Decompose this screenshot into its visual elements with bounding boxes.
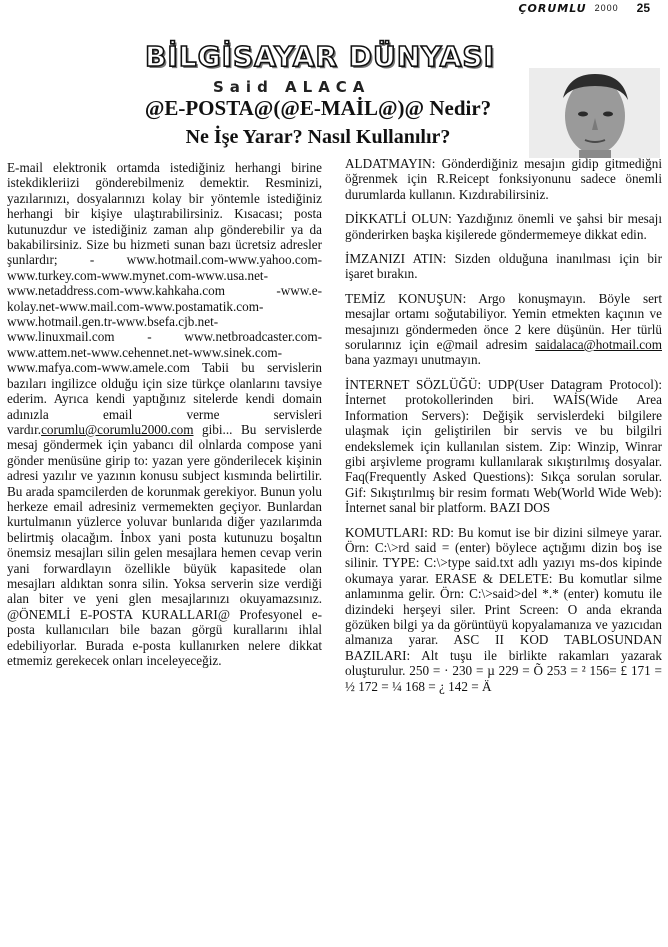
section-title: BİLGİSAYAR DÜNYASI (145, 40, 495, 73)
author-name: Said ALACA (213, 78, 371, 96)
internet-glossary: İNTERNET SÖZLÜĞÜ: UDP(User Datagram Protocol): İnternet protokollerinden biri. WAİS(Wide Area Information Servers): Değişik servislerdeki bilgilere ulaşmak için geliştirilen bir servis ve bu bilgilri endekslemek için kullanılan sistem. Zip: Winzip, Winrar gibi arşivleme programı kullanılarak sıkıştırılmış dosyalar. Faq(Frequently Asked Questions): Sıkça sorulan sorular. Gif: Sıkıştırılmış bir resim formatı Web(World Wide Web): İnternet sanal bir platform. BAZI DOS (345, 376, 662, 516)
left-text-part2: gibi... Bu servislerde mesaj göndermek için yabancı dil olnlarda compose yani gönder menüsüne girip to: yazan yere gönderilecek kişinin adresi yazılır ve yazının konusu subject kısmında belirtilir. Bu arada spamcilerden de korunmak gerekiyor. Bunun yolu herkeze email adresiniz vermemekten geçiyor. Bunlardan kurtulmanın yüzlerce yoluvar bunlarıda diğer yazılarımda belirtmiş olacağım. İnbox yani posta kutunuzu boşaltın önemsiz mesajları silin gelen mesajlara hemen cevap verin yani forwardlayın özellikle büyük kapasitede olan mesajları aldıktan sonra silin. Yoksa serverin size verdiği alan biter ve yeni glen mesajlarınızı okuyamazsınız. @ÖNEMLİ E-POSTA KURALLARI@ Profesyonel e-posta kullanıcıları bile bazan görgü kurallarını ihlal edebiliyorlar. Burada e-posta kullanırken nelere dikkat etmemiz gerekecek onları inceleyeceğiz. (7, 421, 322, 668)
article-body-left (7, 160, 322, 668)
page-number: 25 (636, 1, 650, 15)
left-column (7, 160, 322, 668)
publication-name: ÇORUMLU (518, 1, 587, 15)
rule-clean-speech-text: TEMİZ KONUŞUN: Argo konuşmayın. Böyle sert mesajlar ortamı soğutabiliyor. Yemin etmekten kaçının ve mesajınızı göndermeden önce 2 kere düşünün. Her türlü sorularınız için e@mail adresim (345, 290, 662, 353)
right-column (345, 156, 662, 703)
contact-email-link[interactable]: corumlu@corumlu2000.com (41, 421, 194, 437)
rule-clean-speech-end: bana yazmayı unutmayın. (345, 352, 481, 368)
page-header (518, 0, 650, 16)
author-email-link[interactable]: saidalaca@hotmail.com (535, 337, 662, 353)
left-text-part1: E-mail elektronik ortamda istediğiniz herhangi birine istekdikleriizi gönderebilmeniz demektir. Resminizi, yazılarınızı, dosyalarınızı kolay bir yöntemle istediğiniz herhangi bir kişiye ulaştırabilirsiniz. Kısacası; posta kutunuzdur ve istediğiniz zaman alıp gönderebilir ya da bakabilirsiniz. Size bu hizmeti sunan bazı ücretsiz adresler şunlardır; - www.hotmail.com-www.yahoo.com-www.turkey.com-www.mynet.com-www.usa.net-www.netaddress.com-www.kahkaha.com -www.e-kolay.net-www.mail.com-www.postamatik.com-www.hotmail.gen.tr-www.bsefa.cjb.net-www.linuxmail.com - www.netbroadcaster.com-www.attem.net-www.cehennet.net-www.sinek.com-www.mafya.com-www.amele.com Tabii bu servislerin bazıları ingilizce olduğu için size türkçe olanlarını tavsiye ederim. Ayrıca kendi yaptığınız sitelerde kendi domain adınızla email verme servisleri vardır. (7, 160, 322, 437)
author-photo (529, 68, 660, 158)
dos-commands: KOMUTLARI: RD: Bu komut ise bir dizini silmeye yarar. Örn: C:\>rd said = (enter) böylece açtığımı dizin boş ise silinir. TYPE: C:\>type said.txt adlı yazıyı ms-dos kipinde okumaya yarar. ERASE & DELETE: Bu komutlar silme anlamınma gelir. Örn: C:\>said>del *.* (enter) komutu ile dizindeki herşeyi siler. Print Screen: O anda ekranda gözüken bilgi ya da görüntüyü kopyalamanıza ve yazıcıdan almanıza yarar. ASC II KOD TABLOSUNDAN BAZILARI: Alt tuşu ile birlikte rakamları yazarak oluşturulur. 250 = · 230 = µ 229 = Õ 253 = ² 156= £ 171 = ½ 172 = ¼ 168 = ¿ 142 = Ä (345, 524, 662, 694)
rule-clean-speech (345, 291, 662, 368)
rule-deceive: ALDATMAYIN: Gönderdiğiniz mesajın gidip gitmediğni öğrenmek için R.Reicept fonksiyonunu sadece önemli durumlarda kullanın. Kızdırabilirsiniz. (345, 156, 662, 202)
publication-year: 2000 (594, 3, 619, 13)
headline-primary: @E-POSTA@(@E-MAİL@)@ Nedir? (144, 96, 492, 120)
rule-signature: İMZANIZI ATIN: Sizden olduğuna inanılması için bir işaret bırakın. (345, 251, 662, 282)
rule-careful: DİKKATLİ OLUN: Yazdığınız önemli ve şahsi bir mesajı gönderirken başka kişilerede göndermemeye dikkat edin. (345, 211, 662, 242)
headline-secondary: Ne İşe Yarar? Nasıl Kullanılır? (185, 126, 451, 148)
author-portrait-icon (529, 68, 660, 158)
